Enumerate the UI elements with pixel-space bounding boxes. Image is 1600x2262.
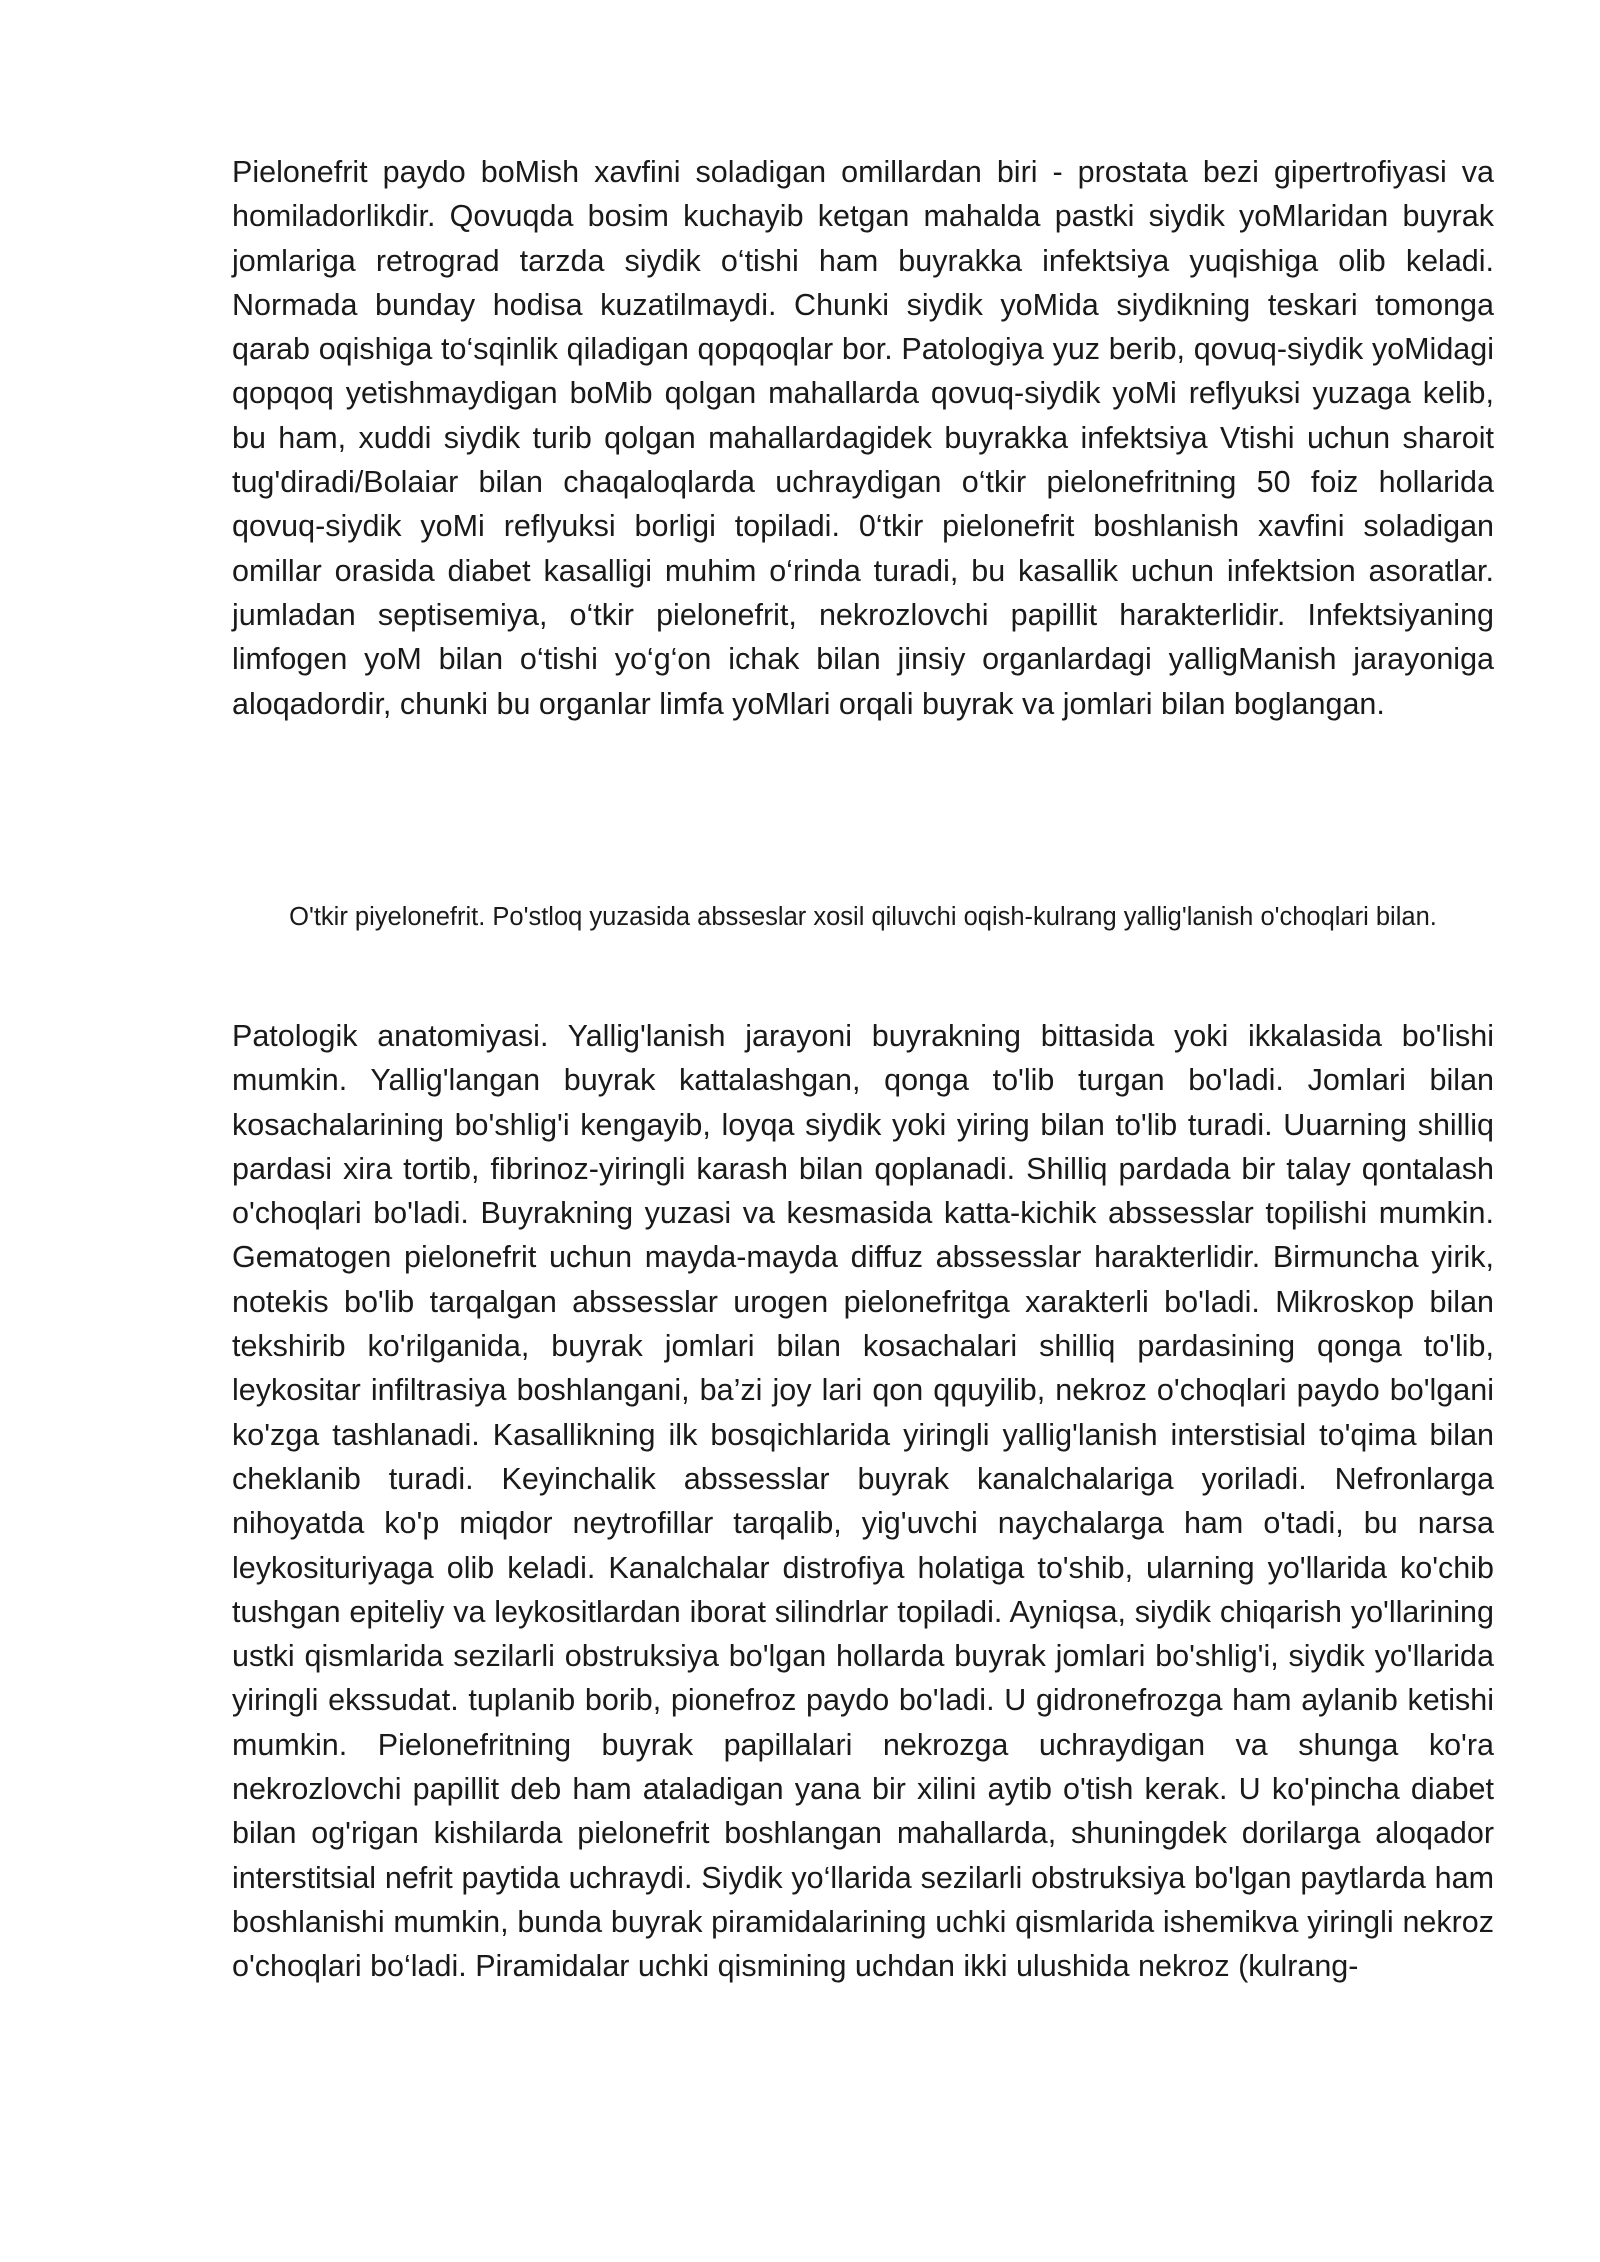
figure-caption: O'tkir piyelonefrit. Po'stloq yuzasida absseslar xosil qiluvchi oqish-kulrang yallig'lanish o'choqlari bilan. (289, 903, 1437, 931)
body-paragraph-1: Pielonefrit paydo boMish xavfini soladigan omillardan biri - prostata bezi gipertrofiyasi va homiladorlikdir. Qovuqda bosim kuchayib ketgan mahalda pastki siydik yoMlaridan buyrak jomlariga retrograd tarzda siydik o‘tishi ham buyrakka infektsiya yuqishiga olib keladi. Normada bunday hodisa kuzatilmaydi. Chunki siydik yoMida siydikning teskari tomonga qarab oqishiga to‘sqinlik qiladigan qopqoqlar bor. Patologiya yuz berib, qovuq-siydik yoMidagi qopqoq yetishmaydigan boMib qolgan mahallarda qovuq-siydik yoMi reflyuksi yuzaga kelib, bu ham, xuddi siydik turib qolgan mahallardagidek buyrakka infektsiya Vtishi uchun sharoit tug'diradi/Bolaiar bilan chaqaloqlarda uchraydigan o‘tkir pielonefritning 50 foiz hollarida qovuq-siydik yoMi reflyuksi borligi topiladi. 0‘tkir pielonefrit boshlanish xavfini soladigan omillar orasida diabet kasalligi muhim o‘rinda turadi, bu kasallik uchun infektsion asoratlar. jumladan septisemiya, o‘tkir pielonefrit, nekrozlovchi papillit harakterlidir. Infektsiyaning limfogen yoM bilan o‘tishi yo‘g‘on ichak bilan jinsiy organlardagi yalligManish jarayoniga aloqadordir, chunki bu organlar limfa yoMlari orqali buyrak va jomlari bilan boglangan. (232, 155, 1494, 721)
body-paragraph-2: Patologik anatomiyasi. Yallig'lanish jarayoni buyrakning bittasida yoki ikkalasida bo'lishi mumkin. Yallig'langan buyrak kattalashgan, qonga to'lib turgan bo'ladi. Jomlari bilan kosachalarining bo'shlig'i kengayib, loyqa siydik yoki yiring bilan to'lib turadi. Uuarning shilliq pardasi xira tortib, fibrinoz-yiringli karash bilan qoplanadi. Shilliq pardada bir talay qontalash o'choqlari bo'ladi. Buyrakning yuzasi va kesmasida katta-kichik abssesslar topilishi mumkin. Gematogen pielonefrit uchun mayda-mayda diffuz abssesslar harakterlidir. Birmuncha yirik, notekis bo'lib tarqalgan abssesslar urogen pielonefritga xarakterli bo'ladi. Mikroskop bilan tekshirib ko'rilganida, buyrak jomlari bilan kosachalari shilliq pardasining qonga to'lib, leykositar infiltrasiya boshlangani, ba’zi joy lari qon qquyilib, nekroz o'choqlari paydo bo'lgani ko'zga tashlanadi. Kasallikning ilk bosqichlarida yiringli yallig'lanish interstisial to'qima bilan cheklanib turadi. Keyinchalik abssesslar buyrak kanalchalariga yoriladi. Nefronlarga nihoyatda ko'p miqdor neytrofillar tarqalib, yig'uvchi naychalarga ham o'tadi, bu narsa leykosituriyaga olib keladi. Kanalchalar distrofiya holatiga to'shib, ularning yo'llarida ko'chib tushgan epiteliy va leykositlardan iborat silindrlar topiladi. Ayniqsa, siydik chiqarish yo'llarining ustki qismlarida sezilarli obstruksiya bo'lgan hollarda buyrak jomlari bo'shlig'i, siydik yo'llarida yiringli ekssudat. tuplanib borib, pionefroz paydo bo'ladi. U gidronefrozga ham aylanib ketishi mumkin. Pielonefritning buyrak papillalari nekrozga uchraydigan va shunga ko'ra nekrozlovchi papillit deb ham ataladigan yana bir xilini aytib o'tish kerak. U ko'pincha diabet bilan og'rigan kishilarda pielonefrit boshlangan mahallarda, shuningdek dorilarga aloqador interstitsial nefrit paytida uchraydi. Siydik yo‘llarida sezilarli obstruksiya bo'lgan paytlarda ham boshlanishi mumkin, bunda buyrak piramidalarining uchki qismlarida ishemikva yiringli nekroz o'choqlari bo‘ladi. Piramidalar uchki qismining uchdan ikki ulushida nekroz (kulrang- (232, 1019, 1494, 1984)
